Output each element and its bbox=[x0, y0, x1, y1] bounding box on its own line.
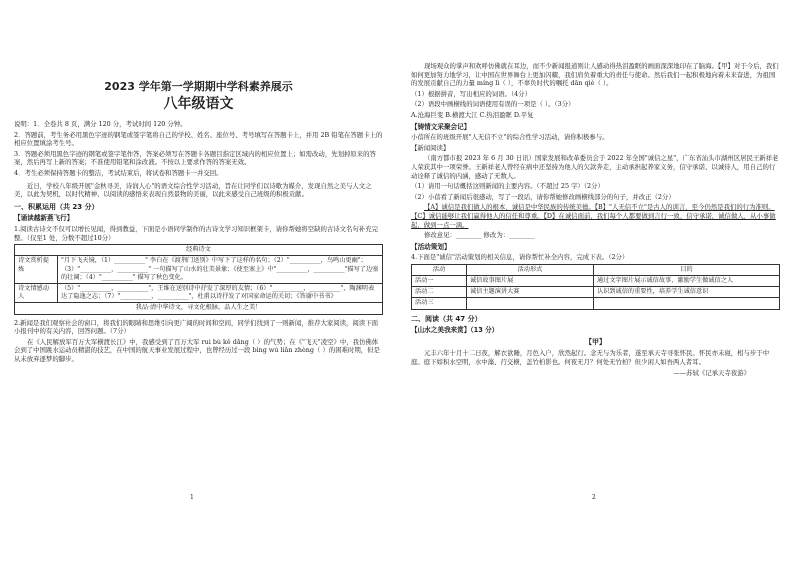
classical-text: 元丰六年十月十二日夜，解衣欲睡，月色入户，欣然起行。念无与为乐者，遂至承天寺寻张怀民。怀民亦未寝，相与步于中庭。庭下如积水空明，水中藻、荇交横，盖竹柏影也。何夜无月？何处无竹柏？但少闲人如吾两人者耳。 bbox=[411, 349, 770, 367]
page-number: 2 bbox=[592, 494, 596, 502]
instruction-item: 4．考生必须保持答题卡的整洁，考试结束后，将试卷和答题卡一并交回。 bbox=[14, 168, 223, 177]
activity-table bbox=[411, 264, 780, 310]
row-label: 诗文赏析提炼 bbox=[15, 256, 58, 284]
table-cell bbox=[594, 298, 780, 309]
column-header: 活动 bbox=[412, 264, 467, 275]
table-caption: 经典诗文 bbox=[15, 245, 383, 256]
table-cell: 活动一 bbox=[412, 276, 467, 287]
section-title: 一、积累运用（共 23 分） bbox=[14, 202, 99, 211]
passage-label: 【甲】 bbox=[585, 336, 606, 346]
question-3-2: （2）小蓓看了新闻后很感动，写了一段话，请你帮她修改画横线部分的句子，并改正（2分） bbox=[411, 192, 675, 201]
task-tag: 【活动策划】 bbox=[411, 242, 451, 251]
table-row bbox=[15, 256, 383, 284]
instruction-item: 3．答题必须用黑色字迹的钢笔或签字笔作答，答案必须写在答题卡各题目指定区域内的相应位置上；如需改动，先划掉原来的答案，然后再写上新的答案；不准使用铅笔和涂改液。不按以上要求作答的答案无效。 bbox=[14, 149, 376, 167]
question-2-2: （2）语段中画横线的词语使用有误的一项是（ ）。（3分） bbox=[411, 100, 575, 109]
task-tag: 【诵读越新燕飞行】 bbox=[14, 214, 74, 223]
news-tag: 【新闻阅读】 bbox=[411, 143, 450, 152]
passage-continued: 现场观众的掌声和欢呼仿佛就在耳边，而不少新闻报道则让人感动得热泪盈眶的画面深深地印在了脑海。【甲】对于今后，我们如何更加努力地学习，让中国在世界舞台上更加闪耀，我们肩负着重大的责任与使命。然后我们一起积极地向着未来奋进，为祖国的发展贡献自己的力量 míng lì（ ），不辜负时代的嘱托 dān qiè（ ）。 bbox=[411, 62, 779, 88]
exam-title: 2023 学年第一学期期中学科素养展示 bbox=[104, 80, 293, 93]
options: A.沧海巨变 B.横渡大江 C.热泪盈眶 D.平复 bbox=[411, 110, 534, 119]
row-text: （5）"__________，__________"，王维在送别诗中抒发了深厚的友情；（6）"__________，__________"，陶渊明表达了隐逸之志；（7）"__________，__________"，杜甫以诗抒发了对国家命运的关切；《答谢中书书》 bbox=[58, 283, 383, 302]
instruction-item: 2．答题前，考生务必用黑色字迹的钢笔或签字笔将自己的学校、姓名、座位号、考号填写在答题卡上，并用 2B 铅笔在答题卡上的相应位置填涂考生号。 bbox=[14, 130, 383, 148]
task-tag: 【山水之美我来赏】（13 分） bbox=[411, 326, 499, 335]
table-row bbox=[412, 298, 780, 309]
table-row bbox=[412, 287, 780, 298]
classical-source: ——苏轼《记承天寺夜游》 bbox=[673, 368, 750, 377]
intro-paragraph: 近日，学校八年级开展"金秋寻美，诗润人心"的语文综合性学习活动，旨在让同学们以诗歌为媒介，发现自然之美与人文之美，以此为契机，以时代精神、以阅读的感悟来表现自然景物的美丽，以此来感受自己班级的积极贡献。 bbox=[14, 181, 372, 199]
instruction-item: 说明：1．全卷共 8 页，满分 120 分，考试时间 120 分钟。 bbox=[14, 120, 187, 128]
table-cell: 认识到诚信的重要性，培养学生诚信意识 bbox=[594, 287, 780, 298]
revision-blank: 修改意见：________ 修改为：________ bbox=[424, 231, 535, 240]
question-2-1: （1）根据拼音，写出相应的词语。（4分） bbox=[411, 89, 531, 98]
task-tag: 【铸情文采聚会记】 bbox=[411, 122, 471, 131]
table-row bbox=[15, 283, 383, 302]
speech-text: 【A】诚信是我们做人的根本，诚信是中华民族的传统美德。【B】"人无信不立"是古人的训言，至今仍然是我们的行为准则。【C】诚信能够让我们赢得他人的信任和尊重。【D】在诚信面前，我们每个人都要做到言行一致，信守承诺，诚信做人，从小事做起，做到一点一滴。 bbox=[411, 203, 776, 229]
row-text: "月下飞天镜，（1）__________" 李白在《渡荆门送别》中写下了这样的名句；（2）"__________，鸟鸣山更幽"；（3）"__________，__________" 一句描写了山水的壮美景象；《使至塞上》中"__________，__________"描写了边塞的壮阔；（4）"__________" 描写了秋色变化。 bbox=[58, 256, 383, 284]
question-4: 4.下面是"诚信"活动策划的相关信息，请你帮忙补全内容，完成下表。（2分） bbox=[411, 253, 629, 262]
page-number: 1 bbox=[190, 494, 194, 502]
table-cell: 活动三 bbox=[412, 298, 467, 309]
poetry-table bbox=[14, 244, 383, 314]
news-intro: 小蓓所在的班级开展"人无信不立"的综合性学习活动，请你积极参与。 bbox=[411, 133, 609, 142]
table-footer: 我品·清中华诗文，寻文化根脉，品人生之美！ bbox=[15, 303, 383, 314]
right-page bbox=[397, 0, 794, 561]
question-3-1: （1）请用一句话概括这则新闻的主要内容。（不超过 25 字）（2分） bbox=[411, 182, 604, 191]
column-header: 目的 bbox=[594, 264, 780, 275]
table-row bbox=[412, 276, 780, 287]
section-title: 二、阅读（共 47 分） bbox=[411, 314, 482, 323]
passage: 在《人民解放军百万大军横渡长江》中，我感受到了百万大军 rui bù kě dǎng（ ）的气势；在《"飞天"凌空》中，我仿佛体会到了中国跳水运动员精湛的技艺，在中国的航天事业发展过程中，也曾经历过一段 bìng wú liǎn zhèng（ ）的困难时期，但是从未放弃逐梦的脚步。 bbox=[14, 337, 380, 363]
table-cell: 通过文字图片展示诚信故事，激励学生做诚信之人 bbox=[594, 276, 780, 287]
instructions bbox=[14, 120, 383, 178]
table-cell: 诚信故事图片展 bbox=[467, 276, 594, 287]
column-header: 活动形式 bbox=[467, 264, 594, 275]
row-label: 诗文情感动人 bbox=[15, 283, 58, 302]
question-2: 2.新闻是我们观察社会的窗口，将我们的眼睛和思维引向更广阔的时间和空间，同学们找到了一则新闻，推荐大家阅读，阅读下面小报刊中的有关内容，回答问题。（7分） bbox=[14, 318, 378, 336]
question-1: 1.阅读古诗文不仅可以增长见闻，得到教益，下面是小语同学制作的古诗文学习知识框架卡，请你帮她将空缺的古诗文名句补充完整。（仅至1 处，分数不超过10分） bbox=[14, 224, 378, 242]
news-text: （南方都市报 2023 年 6 月 30 日讯）国家发展和改革委员会于 2022 年全国"诚信之星"，广东省汕头市湖州区居民王新祥老人荣获其中一项荣誉。王新祥老人曾经在病中还坚持为他人的欠款奔走，主动承担起养家义务，信守承诺、以诚待人，用自己的行动诠释了诚信的内涵，感动了无数人。 bbox=[411, 154, 779, 180]
table-cell: 诚信主题演讲大赛 bbox=[467, 287, 594, 298]
table-cell bbox=[467, 298, 594, 309]
table-cell: 活动二 bbox=[412, 287, 467, 298]
exam-subject: 八年级语文 bbox=[163, 96, 234, 112]
